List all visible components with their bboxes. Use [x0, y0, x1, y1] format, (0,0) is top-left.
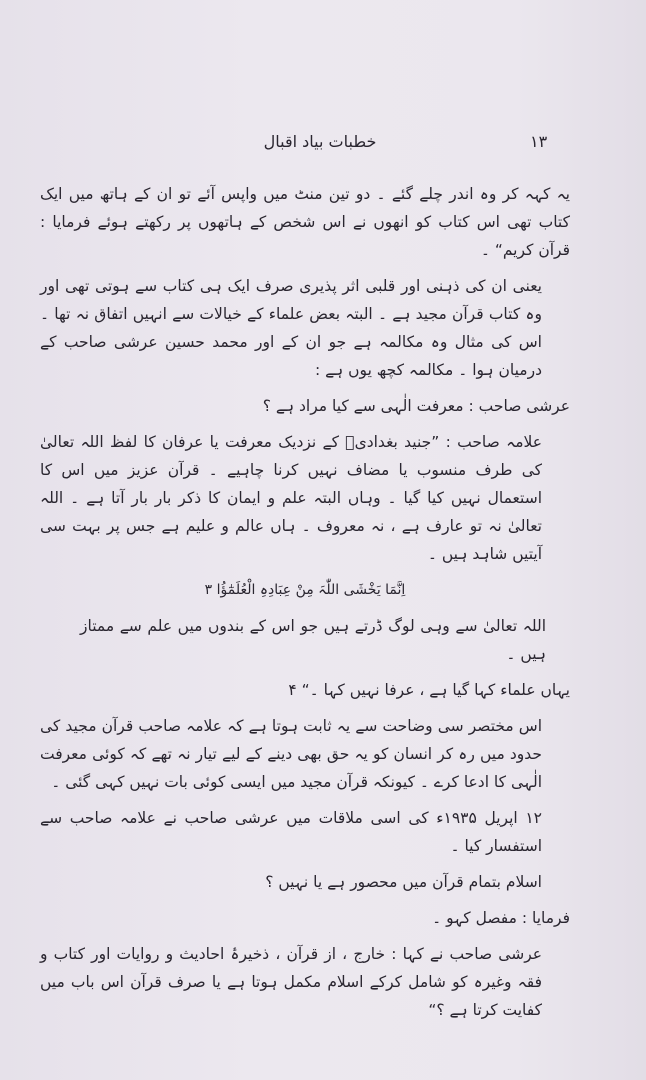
paragraph-arshi-elaboration: عرشی صاحب نے کہا : خارج ، از قرآن ، ذخیرۂ احادیث و روایات اور کتاب و فقہ وغیرہ کو شامل کرکے اسلام مکمل ہوتا ہے یا صرف قرآن اس باب میں کفایت کرتا ہے ؟“ [40, 945, 542, 1019]
verse-translation: اللہ تعالیٰ سے وہی لوگ ڈرتے ہیں جو اس کے بندوں میں علم سے ممتاز ہیں ۔ [80, 617, 546, 663]
paragraph-question-islam: اسلام بتمام قرآن میں محصور ہے یا نہیں ؟ [265, 873, 542, 891]
body-text [40, 180, 570, 1032]
running-title: خطبات بیاد اقبال [263, 132, 377, 151]
paragraph-ulema-remark: یہاں علماء کہا گیا ہے ، عرفا نہیں کہا ۔“ ۴ [288, 681, 570, 699]
paragraph-conclusion: اس مختصر سی وضاحت سے یہ ثابت ہوتا ہے کہ علامہ صاحب قرآن مجید کی حدود میں رہ کر انسان کو یہ حق بھی دینے کے لیے تیار نہ تھے کہ کوئی معرفت الٰہی کا ادعا کرے ۔ کیونکہ قرآن مجید میں ایسی کوئی بات نہیں کہی گئی ۔ [40, 717, 542, 791]
page-header [60, 130, 570, 158]
quranic-verse: اِنَّمَا یَخْشَی اللّٰہَ مِنْ عِبَادِہِ الْعُلَمٰٓؤُا ۳ [204, 582, 406, 598]
paragraph-arshi-question: عرشی صاحب : معرفت الٰہی سے کیا مراد ہے ؟ [262, 397, 570, 415]
paragraph-reply: فرمایا : مفصل کہو ۔ [432, 909, 570, 927]
page-number: ۱۳ [530, 132, 548, 151]
paragraph-quote-end: یہ کہہ کر وہ اندر چلے گئے ۔ دو تین منٹ میں واپس آئے تو ان کے ہاتھ میں ایک کتاب تھی اس کتاب کو انھوں نے اس شخص کے ہاتھوں پر رکھتے ہوئے فرمایا : قرآن کریم“ ۔ [40, 185, 570, 259]
paragraph-dialogue-intro: یعنی ان کی ذہنی اور قلبی اثر پذیری صرف ایک ہی کتاب سے ہوتی تھی اور وہ کتاب قرآن مجید ہے ۔ البتہ بعض علماء کے خیالات سے انہیں اتفاق نہ تھا ۔ اس کی مثال وہ مکالمہ ہے جو ان کے اور محمد حسین عرشی صاحب کے درمیان ہوا ۔ مکالمہ کچھ یوں ہے : [40, 277, 542, 379]
paragraph-meeting-date: ۱۲ اپریل ۱۹۳۵ء کی اسی ملاقات میں عرشی صاحب نے علامہ صاحب سے استفسار کیا ۔ [40, 809, 542, 855]
paragraph-allama-answer: علامہ صاحب : ”جنید بغدادیؒ کے نزدیک معرفت یا عرفان کا لفظ اللہ تعالیٰ کی طرف منسوب یا مضاف نہیں کرنا چاہیے ۔ قرآن عزیز میں اس کا استعمال نہیں کیا گیا ۔ وہاں البتہ علم و ایمان کا ذکر بار بار آتا ہے ۔ اللہ تعالیٰ نہ تو عارف ہے ، نہ معروف ۔ ہاں عالم و علیم ہے جس پر بہت سی آیتیں شاہد ہیں ۔ [40, 433, 542, 563]
